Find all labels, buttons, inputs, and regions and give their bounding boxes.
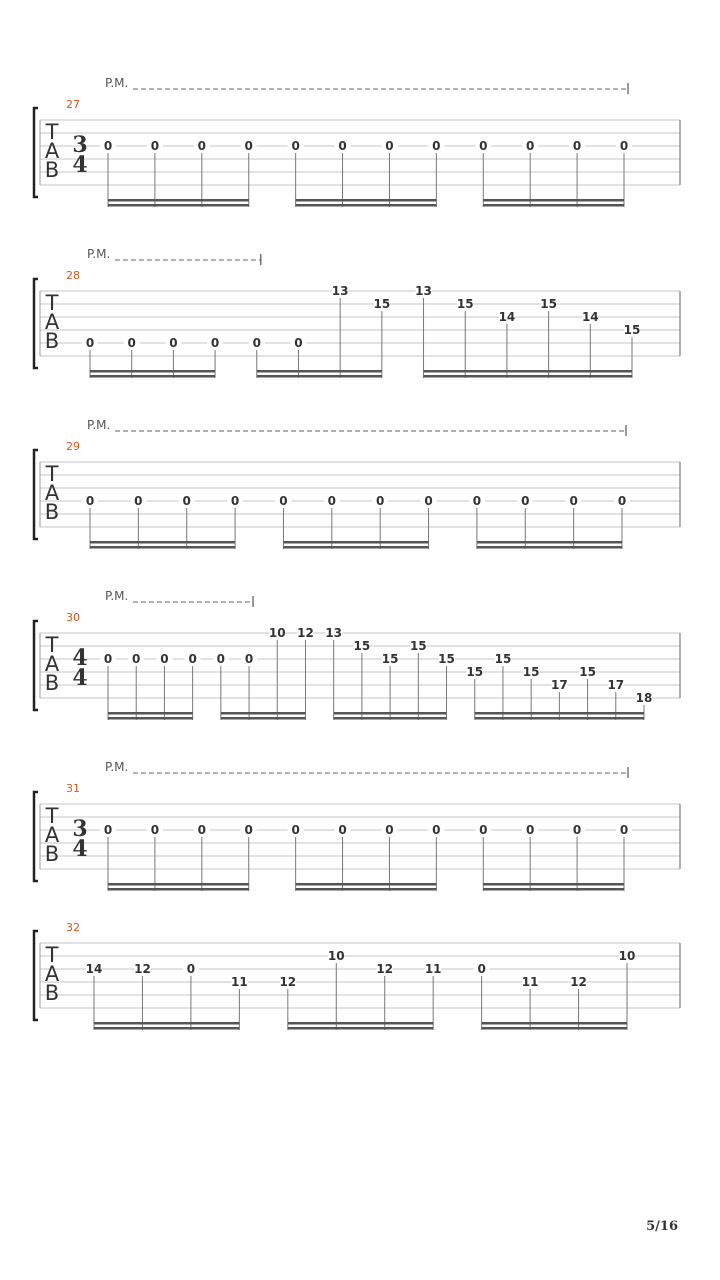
note-beam bbox=[108, 888, 249, 891]
tab-clef-letter: B bbox=[44, 981, 60, 1005]
note-beam bbox=[483, 204, 624, 207]
system-bracket bbox=[34, 450, 38, 539]
fret-number: 0 bbox=[385, 139, 394, 153]
time-signature-bottom: 4 bbox=[72, 836, 88, 862]
fret-number: 0 bbox=[569, 494, 578, 508]
fret-number: 0 bbox=[103, 823, 113, 837]
tab-clef-letter: A bbox=[44, 139, 60, 163]
fret-number: 0 bbox=[160, 652, 169, 666]
fret-number: 12 bbox=[279, 975, 297, 989]
tab-clef-letter: B bbox=[44, 329, 60, 353]
fret-number: 0 bbox=[85, 494, 95, 508]
palm-mute-label: P.M. bbox=[105, 589, 129, 603]
fret-number: 15 bbox=[494, 652, 512, 666]
tab-clef-letter: T bbox=[45, 633, 59, 657]
fret-number: 0 bbox=[103, 652, 113, 666]
fret-number: 0 bbox=[572, 139, 582, 153]
fret-number: 0 bbox=[572, 823, 582, 837]
fret-number: 0 bbox=[526, 139, 535, 153]
fret-number: 0 bbox=[291, 823, 300, 837]
fret-number: 0 bbox=[432, 823, 441, 837]
fret-number: 13 bbox=[325, 626, 343, 640]
note-beam bbox=[288, 1027, 433, 1030]
time-signature-top: 3 bbox=[72, 816, 88, 842]
note-beam bbox=[90, 370, 215, 373]
fret-number: 0 bbox=[617, 494, 627, 508]
note-beam bbox=[296, 888, 437, 891]
fret-number: 0 bbox=[479, 823, 488, 837]
fret-number: 12 bbox=[134, 962, 151, 976]
note-beam bbox=[257, 375, 382, 378]
measure-number: 32 bbox=[66, 921, 80, 934]
tab-system-28 bbox=[34, 247, 680, 378]
time-signature-bottom: 4 bbox=[72, 665, 88, 691]
tab-clef-letter: T bbox=[45, 291, 59, 315]
fret-number: 0 bbox=[132, 652, 141, 666]
tab-clef-letter: B bbox=[44, 158, 60, 182]
note-beam bbox=[482, 1022, 627, 1025]
fret-number: 0 bbox=[244, 139, 253, 153]
note-beam bbox=[296, 204, 437, 207]
note-beam bbox=[334, 712, 447, 715]
fret-number: 0 bbox=[521, 494, 530, 508]
fret-number: 0 bbox=[103, 139, 113, 153]
tab-clef-letter: B bbox=[44, 842, 60, 866]
note-beam bbox=[296, 199, 437, 202]
fret-number: 0 bbox=[294, 336, 303, 350]
fret-number: 0 bbox=[291, 139, 300, 153]
tab-system-27 bbox=[34, 76, 680, 207]
fret-number: 11 bbox=[231, 975, 248, 989]
fret-number: 15 bbox=[466, 665, 484, 679]
measure-number: 29 bbox=[66, 440, 80, 453]
note-beam bbox=[90, 541, 235, 544]
fret-number: 0 bbox=[150, 139, 160, 153]
note-beam bbox=[257, 370, 382, 373]
note-beam bbox=[483, 888, 624, 891]
fret-number: 0 bbox=[244, 823, 253, 837]
fret-number: 0 bbox=[150, 823, 160, 837]
fret-number: 17 bbox=[551, 678, 568, 692]
fret-number: 0 bbox=[338, 139, 347, 153]
fret-number: 0 bbox=[432, 139, 441, 153]
note-beam bbox=[483, 199, 624, 202]
fret-number: 14 bbox=[581, 310, 599, 324]
fret-number: 12 bbox=[376, 962, 394, 976]
tab-system-29 bbox=[34, 418, 680, 549]
fret-number: 0 bbox=[472, 494, 482, 508]
note-beam bbox=[482, 1027, 627, 1030]
fret-number: 10 bbox=[268, 626, 286, 640]
fret-number: 0 bbox=[619, 823, 629, 837]
fret-number: 0 bbox=[134, 494, 143, 508]
note-beam bbox=[477, 541, 622, 544]
system-bracket bbox=[34, 792, 38, 881]
palm-mute-label: P.M. bbox=[87, 247, 111, 261]
tab-clef-letter: T bbox=[45, 943, 59, 967]
fret-number: 0 bbox=[327, 494, 336, 508]
fret-number: 15 bbox=[438, 652, 455, 666]
note-beam bbox=[108, 883, 249, 886]
system-bracket bbox=[34, 931, 38, 1020]
fret-number: 10 bbox=[618, 949, 636, 963]
system-bracket bbox=[34, 621, 38, 710]
fret-number: 14 bbox=[85, 962, 103, 976]
tab-clef-letter: A bbox=[44, 481, 60, 505]
fret-number: 0 bbox=[85, 336, 95, 350]
note-beam bbox=[283, 541, 428, 544]
fret-number: 15 bbox=[353, 639, 371, 653]
system-bracket bbox=[34, 279, 38, 368]
fret-number: 15 bbox=[579, 665, 596, 679]
fret-number: 10 bbox=[327, 949, 345, 963]
fret-number: 0 bbox=[127, 336, 136, 350]
tab-clef-letter: A bbox=[44, 823, 60, 847]
fret-number: 0 bbox=[479, 139, 488, 153]
page-number: 5/16 bbox=[646, 1219, 678, 1234]
tab-clef-letter: B bbox=[44, 671, 60, 695]
note-beam bbox=[94, 1022, 239, 1025]
note-beam bbox=[475, 712, 644, 715]
tab-clef-letter: A bbox=[44, 962, 60, 986]
time-signature-bottom: 4 bbox=[72, 152, 88, 178]
note-beam bbox=[334, 717, 447, 720]
note-beam bbox=[283, 546, 428, 549]
tab-clef-letter: A bbox=[44, 652, 60, 676]
fret-number: 0 bbox=[197, 823, 206, 837]
fret-number: 15 bbox=[456, 297, 474, 311]
tab-clef-letter: A bbox=[44, 310, 60, 334]
fret-number: 0 bbox=[216, 652, 226, 666]
note-beam bbox=[424, 375, 632, 378]
tab-clef-letter: T bbox=[45, 120, 59, 144]
palm-mute-label: P.M. bbox=[105, 760, 129, 774]
fret-number: 0 bbox=[376, 494, 385, 508]
note-beam bbox=[108, 204, 249, 207]
fret-number: 11 bbox=[424, 962, 442, 976]
fret-number: 15 bbox=[522, 665, 540, 679]
fret-number: 0 bbox=[169, 336, 178, 350]
fret-number: 0 bbox=[424, 494, 433, 508]
fret-number: 15 bbox=[540, 297, 557, 311]
tab-clef-letter: T bbox=[45, 462, 59, 486]
fret-number: 0 bbox=[197, 139, 206, 153]
note-beam bbox=[296, 883, 437, 886]
fret-number: 14 bbox=[498, 310, 516, 324]
tab-clef-letter: B bbox=[44, 500, 60, 524]
fret-number: 0 bbox=[186, 962, 196, 976]
fret-number: 0 bbox=[210, 336, 220, 350]
tab-system-30 bbox=[34, 589, 680, 720]
fret-number: 18 bbox=[635, 691, 653, 705]
note-beam bbox=[483, 883, 624, 886]
measure-number: 27 bbox=[66, 98, 80, 111]
note-beam bbox=[424, 370, 632, 373]
fret-number: 13 bbox=[415, 284, 432, 298]
measure-number: 28 bbox=[66, 269, 80, 282]
fret-number: 0 bbox=[244, 652, 254, 666]
note-beam bbox=[108, 712, 193, 715]
note-beam bbox=[94, 1027, 239, 1030]
measure-number: 31 bbox=[66, 782, 80, 795]
fret-number: 12 bbox=[570, 975, 587, 989]
fret-number: 0 bbox=[338, 823, 347, 837]
fret-number: 0 bbox=[188, 652, 197, 666]
tab-system-31 bbox=[34, 760, 680, 891]
note-beam bbox=[221, 712, 306, 715]
fret-number: 0 bbox=[526, 823, 535, 837]
note-beam bbox=[108, 717, 193, 720]
fret-number: 15 bbox=[381, 652, 399, 666]
note-beam bbox=[221, 717, 306, 720]
note-beam bbox=[90, 375, 215, 378]
note-beam bbox=[477, 546, 622, 549]
fret-number: 0 bbox=[477, 962, 486, 976]
fret-number: 15 bbox=[623, 323, 641, 337]
fret-number: 15 bbox=[373, 297, 391, 311]
measure-number: 30 bbox=[66, 611, 80, 624]
fret-number: 17 bbox=[607, 678, 625, 692]
fret-number: 13 bbox=[331, 284, 349, 298]
note-beam bbox=[108, 199, 249, 202]
fret-number: 0 bbox=[182, 494, 191, 508]
time-signature-top: 3 bbox=[72, 132, 88, 158]
note-beam bbox=[475, 717, 644, 720]
tab-system-32 bbox=[34, 921, 680, 1030]
fret-number: 0 bbox=[385, 823, 394, 837]
fret-number: 0 bbox=[230, 494, 240, 508]
fret-number: 11 bbox=[521, 975, 539, 989]
fret-number: 12 bbox=[297, 626, 314, 640]
fret-number: 0 bbox=[252, 336, 261, 350]
note-beam bbox=[288, 1022, 433, 1025]
tab-clef-letter: T bbox=[45, 804, 59, 828]
system-bracket bbox=[34, 108, 38, 197]
palm-mute-label: P.M. bbox=[87, 418, 111, 432]
fret-number: 0 bbox=[279, 494, 288, 508]
note-beam bbox=[90, 546, 235, 549]
time-signature-top: 4 bbox=[72, 645, 88, 671]
fret-number: 15 bbox=[409, 639, 427, 653]
palm-mute-label: P.M. bbox=[105, 76, 129, 90]
fret-number: 0 bbox=[619, 139, 629, 153]
